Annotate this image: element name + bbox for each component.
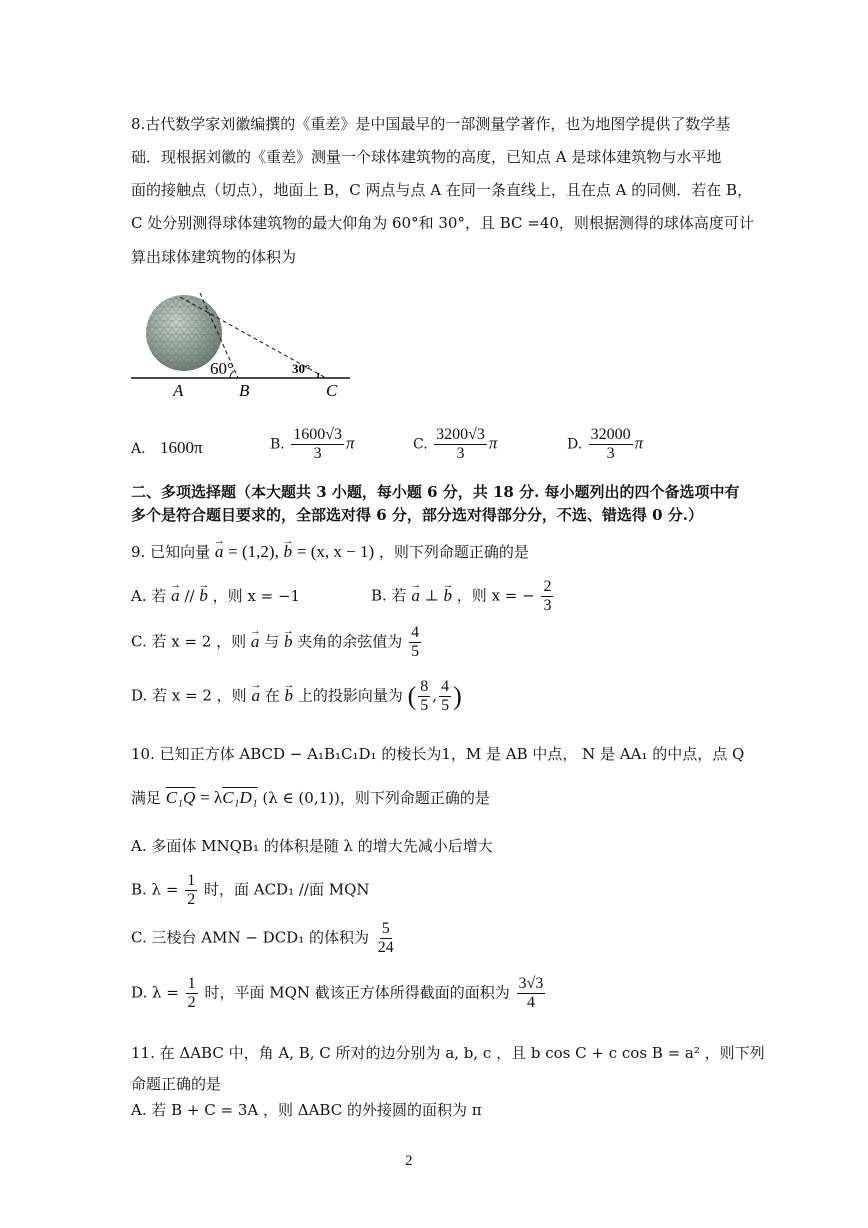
q10-line-2: 满足 C₁Q = λC₁D₁ (λ ∈ (0,1))，则下列命题正确的是 (131, 788, 490, 807)
q9-option-b: B. 若 → a ⊥ → b ，则 x = − $\frac{2}{3}$ (371, 578, 555, 615)
q8-option-d: D. $\frac{32000}{3}$ π (567, 426, 644, 462)
page-number: 2 (405, 1153, 413, 1169)
point-c-label: C (326, 381, 338, 400)
section-2-line-1: 二、多项选择题（本大题共 3 小题，每小题 6 分，共 18 分. 每小题列出的四个备选项中有 (131, 483, 740, 501)
q8-line-1: 8.古代数学家刘徽编撰的《重差》是中国最早的一部测量学著作，也为地图学提供了数学基 (131, 115, 731, 133)
q8-line-5: 算出球体建筑物的体积为 (131, 248, 297, 266)
q10-line-1: 10. 已知正方体 ABCD − A₁B₁C₁D₁ 的棱长为1，M 是 AB 中点， N 是 AA₁ 的中点，点 Q (131, 745, 745, 763)
q10-option-b: B. λ = $\frac{1}{2}$ 时，面 ACD₁ //面 MQN (131, 872, 370, 908)
q9-option-a: A. 若 → a // → b ，则 x = −1 (131, 586, 300, 606)
q10-option-d: D. λ = $\frac{1}{2}$ 时，平面 MQN 截该正方体所得截面的面积为 $\frac{3√3}{4}$ (131, 975, 544, 1011)
q9-stem: 9. 已知向量 → a = (1,2), → b = (x, x − 1) ，则下列命题正确的是 (131, 542, 529, 562)
section-2-line-2: 多个是符合题目要求的，全部选对得 6 分，部分选对得部分分，不选、错选得 0 分.） (131, 506, 703, 524)
q11-line-2: 命题正确的是 (131, 1075, 222, 1093)
point-a-label: A (173, 381, 184, 400)
q8-line-4: C 处分别测得球体建筑物的最大仰角为 60°和 30°，且 BC =40，则根据测得的球体高度可计 (131, 214, 754, 232)
q11-option-a: A. 若 B + C = 3A ，则 ΔABC 的外接圆的面积为 π (131, 1101, 482, 1119)
q8-line-3: 面的接触点（切点），地面上 B，C 两点与点 A 在同一条直线上，且在点 A 的同侧．若在 B， (131, 181, 753, 199)
q11-line-1: 11. 在 ΔABC 中，角 A, B, C 所对的边分别为 a, b, c ，且 b cos C + c cos B = a² ，则下列 (131, 1044, 765, 1062)
q8-option-a: A. 1600π (131, 438, 203, 457)
q8-option-b: B. $\frac{1600√3}{3}$ π (270, 426, 355, 462)
angle-b-label: 60° (210, 359, 234, 378)
q10-option-c: C. 三棱台 AMN − DCD₁ 的体积为 $\frac{5}{24}$ (131, 920, 394, 956)
point-b-label: B (239, 381, 250, 400)
sphere-figure (128, 285, 358, 405)
q10-option-a: A. 多面体 MNQB₁ 的体积是随 λ 的增大先减小后增大 (131, 837, 493, 855)
angle-c-label: 30° (292, 361, 311, 376)
q8-option-c: C. $\frac{3200√3}{3}$ π (413, 426, 498, 462)
q9-option-d: D. 若 x = 2 ，则 → a 在 → b 上的投影向量为 ( $\frac{8}{5}$ , $\frac{4}{5}$ ) (131, 678, 462, 715)
q9-option-c: C. 若 x = 2 ，则 → a 与 → b 夹角的余弦值为 $\frac{4}{5}$ (131, 624, 423, 661)
q8-line-2: 础．现根据刘徽的《重差》测量一个球体建筑物的高度，已知点 A 是球体建筑物与水平地 (131, 148, 722, 166)
